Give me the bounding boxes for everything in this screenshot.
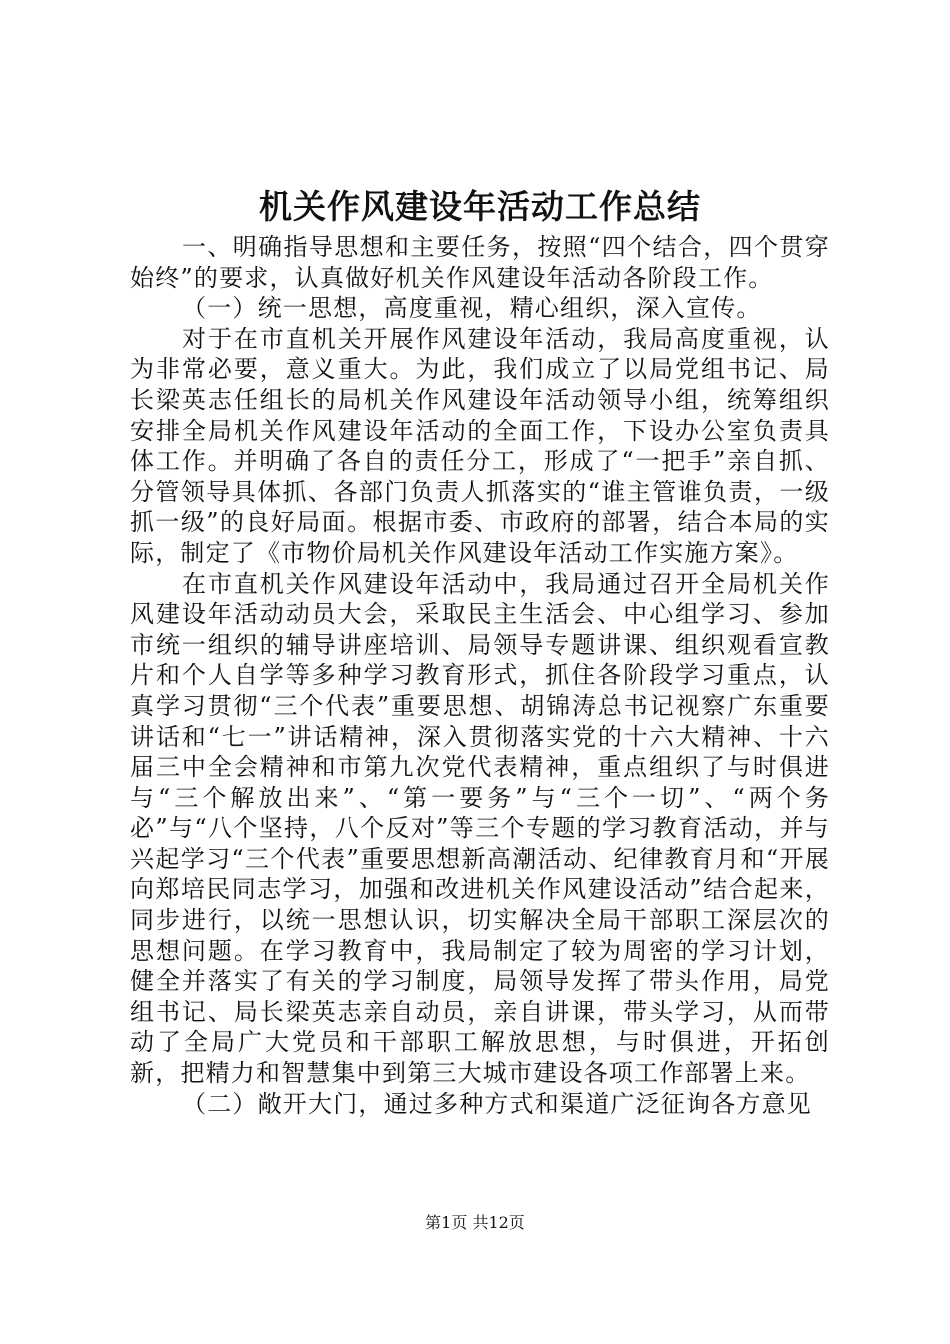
document-page [130,0,830,1344]
paragraph: 一、明确指导思想和主要任务，按照“四个结合，四个贯穿始终”的要求，认真做好机关作风建设年活动各阶段工作。 [130,233,830,292]
paragraph: 在市直机关作风建设年活动中，我局通过召开全局机关作风建设年活动动员大会，采取民主生活会、中心组学习、参加市统一组织的辅导讲座培训、局领导专题讲课、组织观看宣教片和个人自学等多种学习教育形式，抓住各阶段学习重点，认真学习贯彻“三个代表”重要思想、胡锦涛总书记视察广东重要讲话和“七一”讲话精神，深入贯彻落实党的十六大精神、十六届三中全会精神和市第九次党代表精神，重点组织了与时俱进与“三个解放出来”、“第一要务”与“三个一切”、“两个务必”与“八个坚持，八个反对”等三个专题的学习教育活动，并与兴起学习“三个代表”重要思想新高潮活动、纪律教育月和“开展向郑培民同志学习，加强和改进机关作风建设活动”结合起来，同步进行，以统一思想认识，切实解决全局干部职工深层次的思想问题。在学习教育中，我局制定了较为周密的学习计划，健全并落实了有关的学习制度，局领导发挥了带头作用，局党组书记、局长梁英志亲自动员，亲自讲课，带头学习，从而带动了全局广大党员和干部职工解放思想，与时俱进，开拓创新，把精力和智慧集中到第三大城市建设各项工作部署上来。 [130,569,830,1088]
document-body [130,232,830,1119]
section-heading: （一）统一思想，高度重视，精心组织，深入宣传。 [182,294,762,323]
page-number: 第1页 共12页 [425,1213,525,1232]
section-heading: （二）敞开大门，通过多种方式和渠道广泛征询各方意见 [182,1089,812,1118]
paragraph: 对于在市直机关开展作风建设年活动，我局高度重视，认为非常必要，意义重大。为此，我们成立了以局党组书记、局长梁英志任组长的局机关作风建设年活动领导小组，统筹组织安排全局机关作风建设年活动的全面工作，下设办公室负责具体工作。并明确了各自的责任分工，形成了“一把手”亲自抓、分管领导具体抓、各部门负责人抓落实的“谁主管谁负责，一级抓一级”的良好局面。根据市委、市政府的部署，结合本局的实际，制定了《市物价局机关作风建设年活动工作实施方案》。 [130,324,830,567]
document-title: 机关作风建设年活动工作总结 [259,187,701,226]
